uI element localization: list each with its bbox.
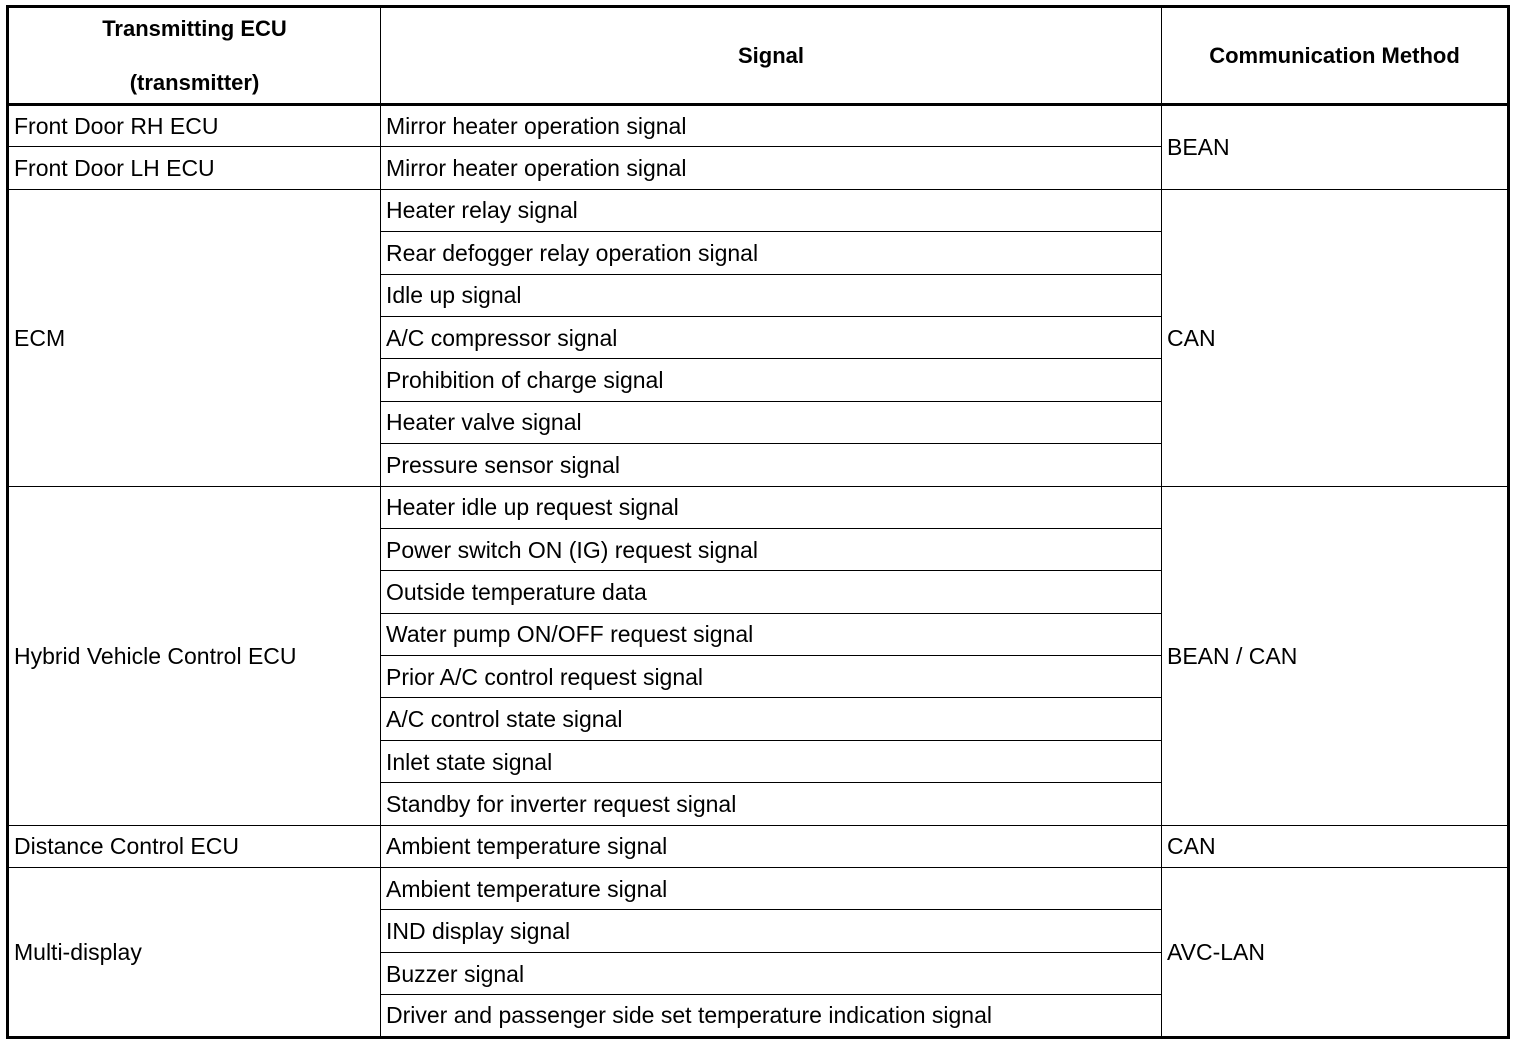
signal-cell: IND display signal (381, 910, 1162, 952)
signal-cell: Inlet state signal (381, 740, 1162, 782)
signal-cell: Heater valve signal (381, 401, 1162, 443)
header-transmitting-ecu-line1: Transmitting ECU (102, 15, 287, 41)
signal-cell: Prohibition of charge signal (381, 359, 1162, 401)
signal-cell: Prior A/C control request signal (381, 656, 1162, 698)
method-cell: BEAN / CAN (1162, 486, 1509, 825)
table-row (8, 486, 1509, 528)
ecu-cell: Distance Control ECU (8, 825, 381, 867)
signal-cell: Pressure sensor signal (381, 444, 1162, 486)
signal-cell: Power switch ON (IG) request signal (381, 528, 1162, 570)
ecu-cell: Front Door LH ECU (8, 147, 381, 189)
ecu-cell: Front Door RH ECU (8, 105, 381, 147)
table-row (8, 825, 1509, 867)
signal-cell: A/C compressor signal (381, 316, 1162, 358)
header-transmitting-ecu-line2: (transmitter) (129, 69, 260, 95)
table-row (8, 868, 1509, 910)
signal-cell: Outside temperature data (381, 571, 1162, 613)
signal-cell: Rear defogger relay operation signal (381, 232, 1162, 274)
ecu-signal-table (6, 5, 1510, 1039)
signal-cell: Buzzer signal (381, 952, 1162, 994)
header-signal: Signal (381, 7, 1162, 105)
signal-cell: Ambient temperature signal (381, 868, 1162, 910)
ecu-cell: Multi-display (8, 868, 381, 1038)
method-cell: BEAN (1162, 105, 1509, 190)
method-cell: CAN (1162, 189, 1509, 486)
header-communication-method: Communication Method (1162, 7, 1509, 105)
table-row (8, 105, 1509, 147)
signal-cell: Heater relay signal (381, 189, 1162, 231)
method-cell: CAN (1162, 825, 1509, 867)
signal-cell: Ambient temperature signal (381, 825, 1162, 867)
signal-cell: Mirror heater operation signal (381, 105, 1162, 147)
signal-cell: Water pump ON/OFF request signal (381, 613, 1162, 655)
signal-cell: A/C control state signal (381, 698, 1162, 740)
table-row (8, 189, 1509, 231)
table-header (8, 7, 1509, 105)
signal-cell: Heater idle up request signal (381, 486, 1162, 528)
table-body (8, 105, 1509, 1038)
signal-cell: Mirror heater operation signal (381, 147, 1162, 189)
header-transmitting-ecu (8, 7, 381, 105)
header-row (8, 7, 1509, 105)
ecu-cell: Hybrid Vehicle Control ECU (8, 486, 381, 825)
signal-cell: Idle up signal (381, 274, 1162, 316)
signal-cell: Driver and passenger side set temperature indication signal (381, 995, 1162, 1037)
method-cell: AVC-LAN (1162, 868, 1509, 1038)
signal-cell: Standby for inverter request signal (381, 783, 1162, 825)
ecu-cell: ECM (8, 189, 381, 486)
